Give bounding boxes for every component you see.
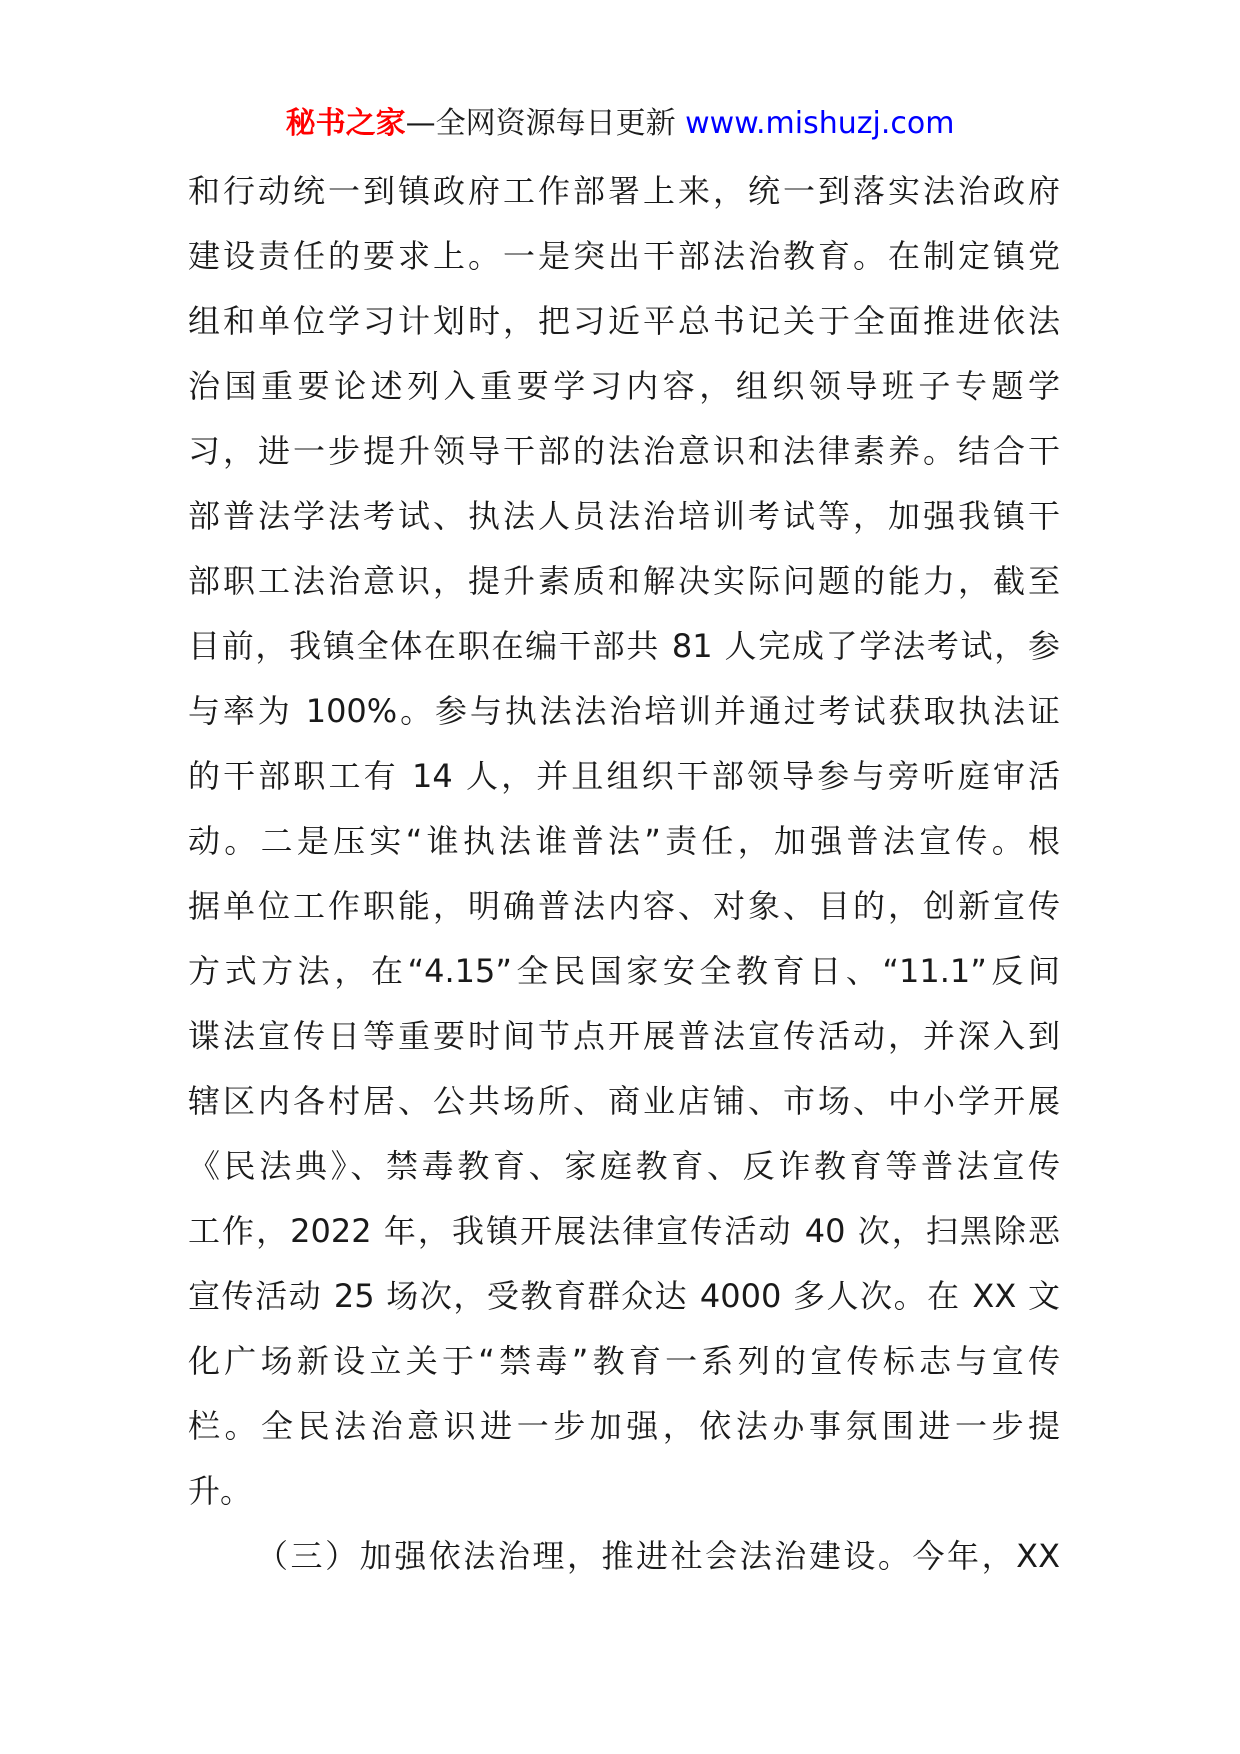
text-line: 化广场新设立关于“禁毒”教育一系列的宣传标志与宣传 (188, 1342, 1060, 1380)
text-line: 和行动统一到镇政府工作部署上来，统一到落实法治政府 (188, 172, 1060, 210)
section-heading-line: （三）加强依法治理，推进社会法治建设。今年，XX (256, 1537, 1060, 1575)
text-line: 目前，我镇全体在职在编干部共 81 人完成了学法考试，参 (188, 627, 1060, 665)
header-url-link[interactable]: www.mishuzj.com (685, 106, 955, 141)
text-line: 习，进一步提升领导干部的法治意识和法律素养。结合干 (188, 432, 1060, 470)
text-line: 与率为 100%。参与执法法治培训并通过考试获取执法证 (188, 692, 1060, 730)
text-line: 升。 (188, 1472, 253, 1510)
text-line: 宣传活动 25 场次，受教育群众达 4000 多人次。在 XX 文 (188, 1277, 1060, 1315)
document-body (188, 168, 1060, 1598)
text-line: 部职工法治意识，提升素质和解决实际问题的能力，截至 (188, 562, 1060, 600)
header-brand: 秘书之家 (285, 106, 406, 141)
text-line: 《民法典》、禁毒教育、家庭教育、反诈教育等普法宣传 (188, 1147, 1060, 1185)
text-line: 工作，2022 年，我镇开展法律宣传活动 40 次，扫黑除恶 (188, 1212, 1060, 1250)
text-line: 的干部职工有 14 人，并且组织干部领导参与旁听庭审活 (188, 757, 1060, 795)
text-line: 组和单位学习计划时，把习近平总书记关于全面推进依法 (188, 302, 1060, 340)
text-line: 辖区内各村居、公共场所、商业店铺、市场、中小学开展 (188, 1082, 1060, 1120)
header-tagline: —全网资源每日更新 (405, 106, 676, 141)
text-line: 部普法学法考试、执法人员法治培训考试等，加强我镇干 (188, 497, 1060, 535)
text-line: 谍法宣传日等重要时间节点开展普法宣传活动，并深入到 (188, 1017, 1060, 1055)
text-line: 建设责任的要求上。一是突出干部法治教育。在制定镇党 (188, 237, 1060, 275)
text-line: 动。二是压实“谁执法谁普法”责任，加强普法宣传。根 (188, 822, 1060, 860)
text-line: 方式方法，在“4.15”全民国家安全教育日、“11.1”反间 (188, 952, 1060, 990)
text-line: 治国重要论述列入重要学习内容，组织领导班子专题学 (188, 367, 1060, 405)
text-line: 据单位工作职能，明确普法内容、对象、目的，创新宣传 (188, 887, 1060, 925)
page-header (0, 104, 1240, 144)
text-line: 栏。全民法治意识进一步加强，依法办事氛围进一步提 (188, 1407, 1060, 1445)
